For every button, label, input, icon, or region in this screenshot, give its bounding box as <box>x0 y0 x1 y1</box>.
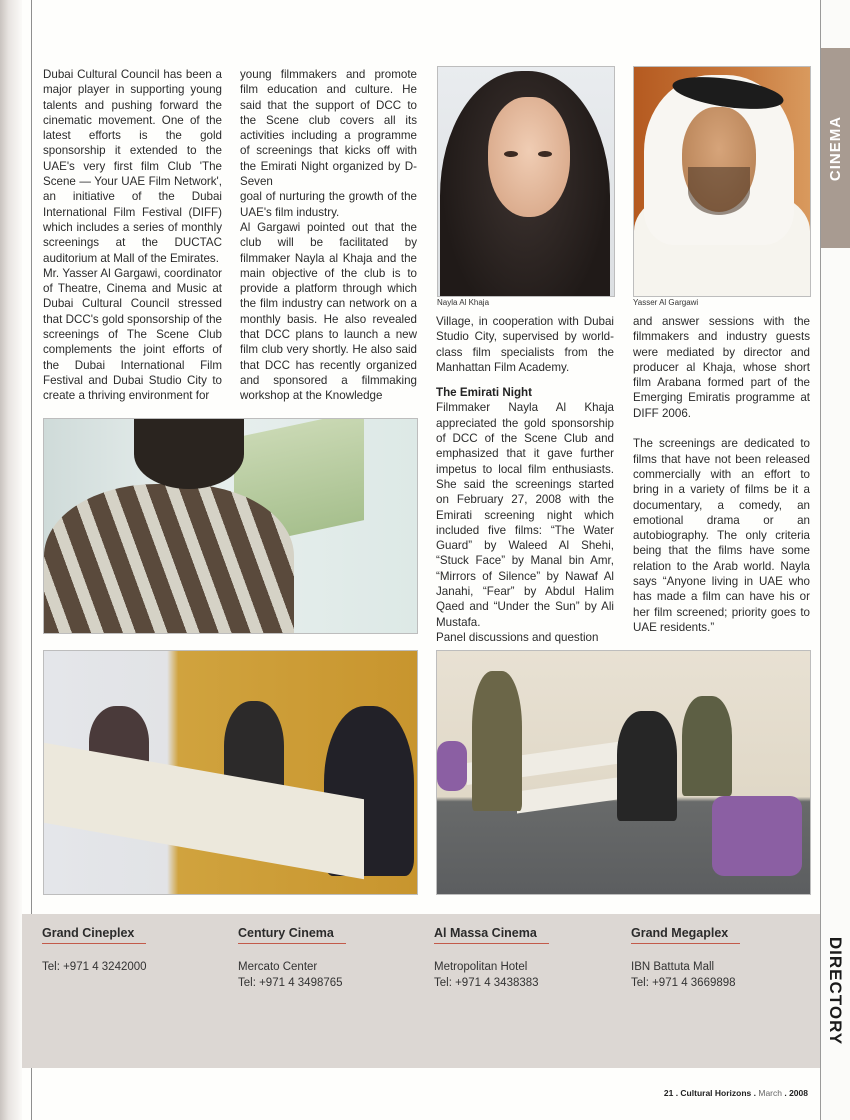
paragraph: The screenings are dedicated to films that have not been released commercially with an effort to bring in a variety of films be it a documentary, a comedy, an emotional drama or an autobiography. The only criteria being that the films have some relation to the Arab world. Nayla says “Anyone living in UAE who has made a film can have his or her film screened; priority goes to UAE residents.” <box>633 437 810 634</box>
paragraph: Al Gargawi pointed out that the club will be facilitated by filmmaker Nayla al Khaja and the main objective of the club is to provide a platform through which the film industry can network on a monthly basis. He also revealed that DCC plans to launch a new film club very shortly. He also said that DCC has recently organized and sponsored a filmmaking workshop at the Knowledge <box>240 220 417 403</box>
paragraph: and answer sessions with the filmmakers and industry guests were mediated by director and producer al Khaja, whose short film Arabana formed part of the Emerging Emiratis programme at DIFF 2006. <box>633 315 810 420</box>
paragraph: goal of nurturing the growth of the UAE's film industry. <box>240 190 417 219</box>
article-column-1 <box>43 67 222 404</box>
page-number: 21 <box>663 1088 674 1098</box>
caption-yasser: Yasser Al Gargawi <box>633 298 699 307</box>
screening-meeting-photo-1 <box>43 650 418 895</box>
directory-entry <box>238 924 408 991</box>
paragraph: Mr. Yasser Al Gargawi, coordinator of Theatre, Cinema and Music at Dubai Cultural Council stressed that DCC's gold sponsorship of the screenings of The Scene Club complements the joint efforts of the Dubai International Film Festival and Dubai Studio City to create a thriving environment for <box>43 266 222 403</box>
section-tab-cinema <box>821 48 850 248</box>
directory-entry-line: Tel: +971 4 3242000 <box>42 961 147 973</box>
directory-entry-name: Grand Megaplex <box>631 926 740 944</box>
paragraph: Village, in cooperation with Dubai Studio City, supervised by world-class film specialists from the Manhattan Film Academy. <box>436 315 614 374</box>
section-tab-label: CINEMA <box>827 115 845 181</box>
directory-entry <box>631 924 801 991</box>
paragraph: young filmmakers and promote film education and culture. He said that the support of DCC to the Scene club covers all its activities including a programme of screenings that kicks off with the Emirati Night organized by D-Seven <box>240 68 417 189</box>
paragraph: Filmmaker Nayla Al Khaja appreciated the gold sponsorship of DCC of the Scene Club and emphasized that it gave further impetus to local film enthusiasts. She said the screenings started on February 27, 2008 with the Emirati screening night which included five films: “The Water Guard” by Waleed Al Shehi, “Stuck Face” by Manal bin Amr, “Mirrors of Silence” by Nawaf Al Janahi, “Fear” by Abdul Halim Qaed and “Under the Sun” by Ali Mustafa. <box>436 401 614 629</box>
directory-entry <box>434 924 604 991</box>
directory-tab-label: DIRECTORY <box>826 936 846 1046</box>
directory-entry-line: Mercato Center <box>238 961 318 973</box>
issue-year: 2008 <box>789 1088 808 1098</box>
film-still-photo <box>43 418 418 634</box>
directory-entry-line: IBN Battuta Mall <box>631 961 715 973</box>
cinema-directory <box>22 914 820 1068</box>
page-spine-shadow <box>0 0 22 1120</box>
article-column-2 <box>240 67 417 404</box>
directory-entry-line: Tel: +971 4 3669898 <box>631 977 736 989</box>
footer-separator: . <box>673 1088 681 1098</box>
directory-entry-line: Tel: +971 4 3498765 <box>238 977 343 989</box>
directory-entry-name: Al Massa Cinema <box>434 926 549 944</box>
screening-meeting-photo-2 <box>436 650 811 895</box>
directory-entry-line: Tel: +971 4 3438383 <box>434 977 539 989</box>
article-column-3 <box>436 314 614 645</box>
footer-separator: . <box>781 1088 790 1098</box>
paragraph: Dubai Cultural Council has been a major player in supporting young talents and pushing forward the cinematic movement. One of the latest efforts is the gold sponsorship it extended to the UAE's very first film Club 'The Scene — Your UAE Film Network', an initiative of the Dubai International Film Festival (DIFF) which includes a series of monthly screenings at the DUCTAC auditorium at Mall of the Emirates. <box>43 68 222 265</box>
section-tab-directory <box>821 914 850 1068</box>
portrait-nayla-al-khaja <box>437 66 615 297</box>
magazine-name: Cultural Horizons <box>680 1088 752 1098</box>
portrait-yasser-al-gargawi <box>633 66 811 297</box>
directory-entry-line: Metropolitan Hotel <box>434 961 528 973</box>
directory-entry-name: Century Cinema <box>238 926 346 944</box>
caption-nayla: Nayla Al Khaja <box>437 298 490 307</box>
page-footer <box>664 1088 808 1098</box>
directory-entry <box>42 924 212 975</box>
footer-separator: . <box>751 1088 759 1098</box>
paragraph: Panel discussions and question <box>436 630 599 644</box>
article-column-4 <box>633 314 810 635</box>
directory-entry-name: Grand Cineplex <box>42 926 146 944</box>
subheading: The Emirati Night <box>436 386 532 400</box>
issue-month: March <box>758 1088 782 1098</box>
